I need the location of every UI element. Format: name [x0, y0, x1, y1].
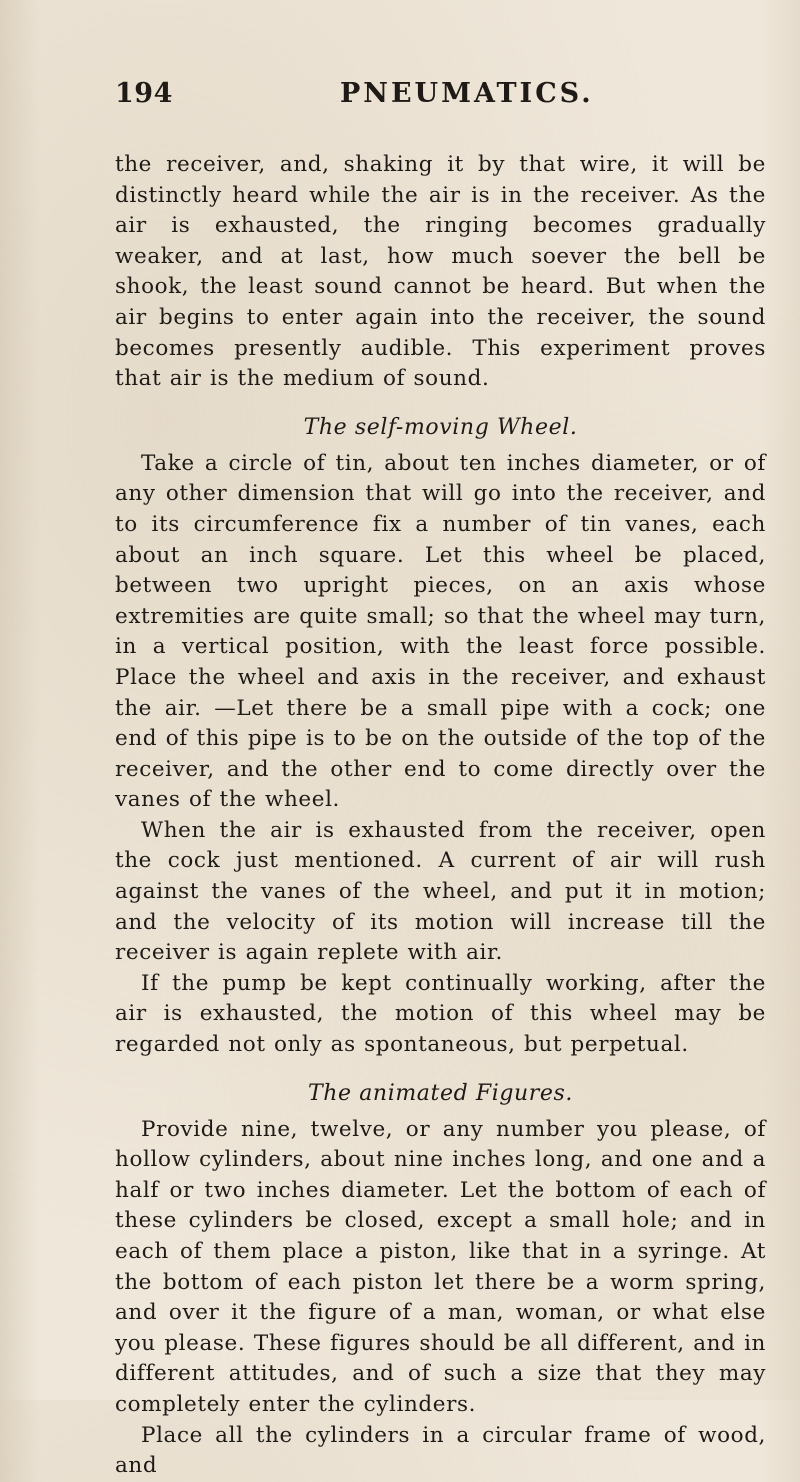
paragraph: the receiver, and, shaking it by that wire, it will be distinctly heard while the air is in the receiver. As the air is exhausted, the ringing becomes gradually weaker, and at last, how much soever the bell be shook, the least sound cannot be heard. But when the air begins to enter again into the receiver, the sound becomes presently audible. This experiment proves that air is the medium of sound. — [115, 152, 766, 392]
paragraph: If the pump be kept continually working, after the air is exhausted, the motion of this wheel may be regarded not only as spontaneous, but perpetual. — [115, 970, 766, 1058]
body-text — [115, 150, 766, 1482]
paragraph: When the air is exhausted from the receiver, open the cock just mentioned. A current of air will rush against the vanes of the wheel, and put it in motion; and the velocity of its motion will increase till the receiver is again replete with air. — [115, 817, 766, 966]
running-head — [115, 78, 766, 116]
paragraph: Provide nine, twelve, or any number you please, of hollow cylinders, about nine inches long, and one and a half or two inches diameter. Let the bottom of each of these cylinders be closed, except a small hole; and in each of them place a piston, like that in a syringe. At the bottom of each piston let there be a worm spring, and over it the figure of a man, woman, or what else you please. These figures should be all different, and in different attitudes, and of such a size that they may completely enter the cylinders. — [115, 1116, 766, 1417]
running-title: PNEUMATICS. — [340, 78, 594, 109]
page-number: 194 — [115, 78, 173, 109]
section-heading-self-moving-wheel: The self-moving Wheel. — [303, 414, 578, 440]
section-heading-animated-figures: The animated Figures. — [307, 1080, 574, 1106]
paragraph: Place all the cylinders in a circular frame of wood, and — [115, 1422, 766, 1479]
paragraph: Take a circle of tin, about ten inches diameter, or of any other dimension that will go into the receiver, and to its circumference fix a number of tin vanes, each about an inch square. Let this wheel be placed, between two upright pieces, on an axis whose extremities are quite small; so that the wheel may turn, in a vertical position, with the least force possible. Place the wheel and axis in the receiver, and exhaust the air. —Let there be a small pipe with a cock; one end of this pipe is to be on the outside of the top of the receiver, and the other end to come directly over the vanes of the wheel. — [115, 450, 766, 813]
